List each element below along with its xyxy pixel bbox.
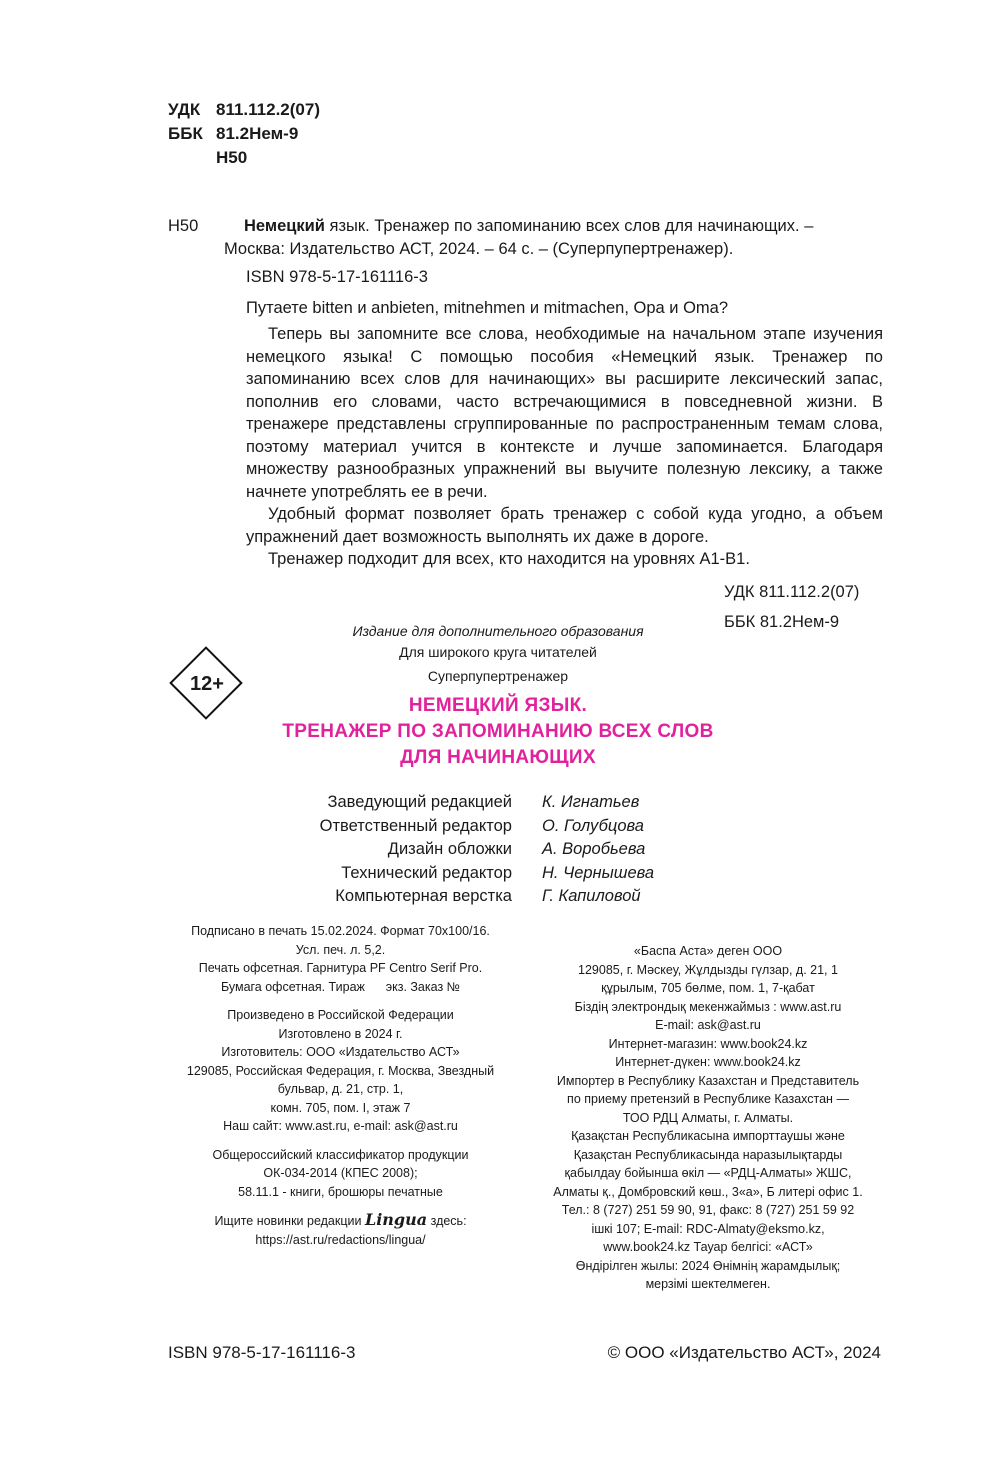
bib-line1: язык. Тренажер по запоминанию всех слов для начинающих. –: [324, 217, 814, 235]
edition-type: Издание для дополнительного образования: [352, 623, 644, 639]
bbk-value: 81.2Нем-9: [216, 124, 299, 143]
title-line: НЕМЕЦКИЙ ЯЗЫК.: [408, 695, 588, 716]
imprint-left: [168, 922, 513, 1249]
udk-label: УДК: [168, 100, 201, 119]
staff-row: Ответственный редактор О. Голубцова: [319, 816, 644, 835]
footer-isbn: ISBN 978-5-17-161116-3: [168, 1343, 356, 1362]
imprint-line: Усл. печ. л. 5,2.: [295, 942, 386, 957]
author-mark: Н50: [216, 148, 248, 167]
imprint-line: по приему претензий в Республике Казахстан —: [567, 1092, 849, 1106]
staff-row: Технический редактор Н. Чернышева: [341, 863, 655, 882]
imprint-line: www.book24.kz Тауар белгісі: «АСТ»: [603, 1240, 813, 1254]
search-line: [168, 1211, 513, 1231]
lingua-logo: Lingua: [364, 1210, 428, 1229]
age-rating-text: 12+: [190, 672, 224, 695]
title-line: ТРЕНАЖЕР ПО ЗАПОМИНАНИЮ ВСЕХ СЛОВ: [282, 721, 714, 742]
bibliographic-record: [168, 215, 883, 637]
search-post: здесь:: [430, 1214, 467, 1228]
staff-row: Компьютерная верстка Г. Капиловой: [335, 887, 641, 905]
imprint-line: 58.11.1 - книги, брошюры печатные: [238, 1184, 443, 1199]
bib-isbn: ISBN 978-5-17-161116-3: [246, 268, 428, 286]
imprint-right: [533, 942, 883, 1294]
imprint-line: Өндірілген жылы: 2024 Өнімнің жарамдылық;: [575, 1258, 841, 1273]
annotation-udk: УДК 811.112.2(07): [724, 582, 860, 601]
annotation-p2: Теперь вы запомните все слова, необходимые на начальном этапе изучения немецкого языка! С помощью пособия «Немецкий язык. Тренажер по запоминанию всех слов для начинающих» вы расширите лексический запас, пополнив его словами, часто встречающимися в повседневной жизни. В тренажере представлены сгруппированные по распространенным темам слова, поэтому материал учится в контексте и лучше запоминается. Благодаря множеству разнообразных упражнений вы выучите полезную лексику, а также начнете употреблять ее в речи.: [246, 325, 883, 501]
imprint-line: Общероссийский классификатор продукции: [212, 1147, 469, 1162]
imprint-line: Импортер в Республику Казахстан и Представитель: [556, 1073, 860, 1088]
imprint-line: 129085, г. Мәскеу, Жұлдызды гүлзар, д. 21, 1: [578, 962, 838, 977]
imprint-line: Біздің электрондық мекенжаймыз : www.ast.ru: [574, 999, 842, 1014]
imprint-line: Произведено в Российской Федерации: [227, 1008, 454, 1022]
bbk-label: ББК: [168, 124, 203, 143]
series-name: Суперпупертренажер: [427, 668, 569, 684]
bib-code: Н50: [168, 217, 199, 235]
search-url[interactable]: https://ast.ru/redactions/lingua/: [255, 1232, 426, 1247]
imprint-line: ТОО РДЦ Алматы, г. Алматы.: [622, 1110, 794, 1125]
annotation-bbk: ББК 81.2Нем-9: [724, 612, 840, 631]
imprint-line: Наш сайт: www.ast.ru, e-mail: ask@ast.ru: [223, 1119, 458, 1133]
annotation-p3: Удобный формат позволяет брать тренажер с собой куда угодно, а объем упражнений дает возможность выполнять их даже в дороге.: [246, 505, 883, 546]
imprint-line: мерзімі шектелмеген.: [645, 1277, 771, 1291]
imprint-line: Алматы қ., Домбровский көш., 3«а», Б литері офис 1.: [553, 1184, 863, 1199]
book-title: [168, 693, 828, 771]
imprint-line: комн. 705, пом. I, этаж 7: [270, 1100, 411, 1115]
bib-line2: Москва: Издательство АСТ, 2024. – 64 с. – (Суперпупертренажер).: [224, 239, 734, 258]
imprint-line: бульвар, д. 21, стр. 1,: [277, 1082, 404, 1096]
imprint-line: Қазақстан Республикасына импорттаушы және: [571, 1129, 845, 1143]
imprint-line: E-mail: ask@ast.ru: [655, 1018, 761, 1032]
annotation-p4: Тренажер подходит для всех, кто находится на уровнях A1-B1.: [268, 550, 750, 568]
staff-row: Заведующий редакцией К. Игнатьев: [327, 793, 640, 811]
imprint-line: Бумага офсетная. Тираж экз. Заказ №: [220, 979, 461, 994]
imprint-line: Изготовитель: ООО «Издательство АСТ»: [221, 1045, 460, 1059]
imprint-line: 129085, Российская Федерация, г. Москва, Звездный: [186, 1063, 495, 1078]
footer: [168, 1343, 881, 1363]
annotation: [246, 297, 883, 571]
imprint-line: Тел.: 8 (727) 251 59 90, 91, факс: 8 (727) 251 59 92: [561, 1203, 855, 1217]
imprint-line: Интернет-магазин: www.book24.kz: [608, 1036, 808, 1051]
classification-codes: [168, 98, 320, 170]
imprint-line: Подписано в печать 15.02.2024. Формат 70х100/16.: [191, 924, 490, 938]
annotation-p1: Путаете bitten и anbieten, mitnehmen и mitmachen, Opa и Oma?: [246, 298, 729, 317]
udk-value: 811.112.2(07): [216, 100, 320, 119]
search-pre: Ищите новинки редакции: [214, 1214, 362, 1228]
edition-audience: Для широкого круга читателей: [399, 644, 597, 660]
bib-title-bold: Немецкий: [244, 217, 325, 235]
imprint-line: ішкі 107; E-mail: RDC-Almaty@eksmo.kz,: [591, 1221, 825, 1236]
imprint-line: Интернет-дүкен: www.book24.kz: [615, 1055, 801, 1069]
imprint-line: ОК-034-2014 (КПЕС 2008);: [263, 1166, 418, 1180]
imprint-line: құрылым, 705 бөлме, пом. 1, 7-қабат: [601, 981, 815, 995]
staff-row: Дизайн обложки А. Воробьева: [387, 840, 646, 858]
title-line: ДЛЯ НАЧИНАЮЩИХ: [400, 747, 596, 768]
footer-copyright: © ООО «Издательство АСТ», 2024: [607, 1343, 881, 1362]
staff-credits: [240, 791, 654, 909]
imprint-line: «Баспа Аста» деген ООО: [633, 944, 783, 958]
imprint-line: қабылдау бойынша өкіл — «РДЦ-Алматы» ЖШС,: [564, 1166, 852, 1180]
imprint-line: Қазақстан Республикасында наразылықтарды: [573, 1147, 843, 1162]
imprint-line: Печать офсетная. Гарнитура PF Centro Serif Pro.: [198, 961, 483, 975]
edition-info: [168, 621, 828, 663]
imprint-line: Изготовлено в 2024 г.: [278, 1026, 403, 1041]
